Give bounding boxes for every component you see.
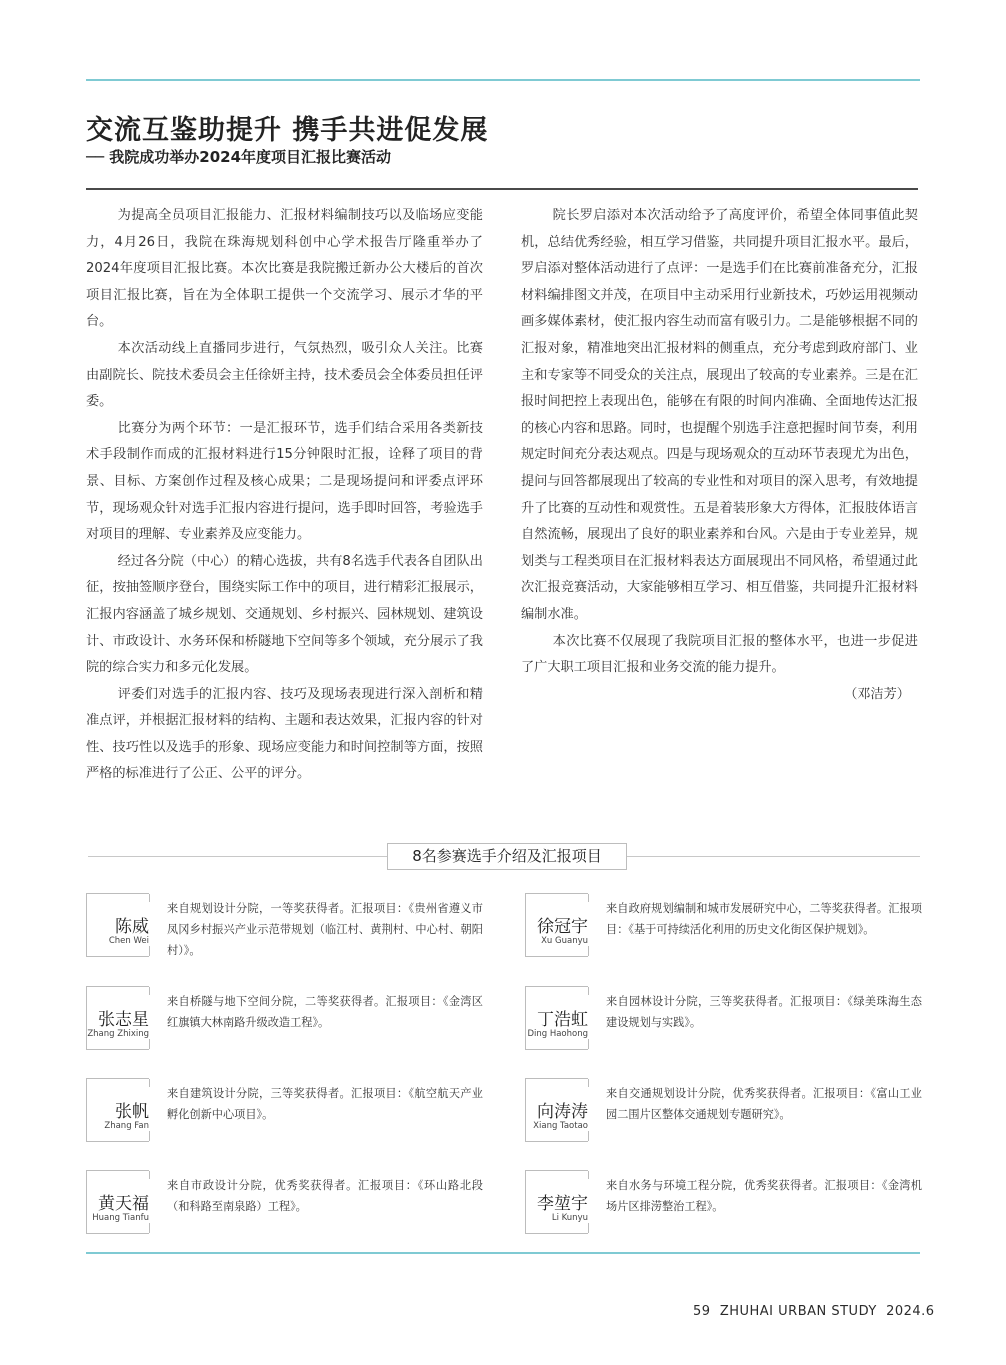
contestant-card: [525, 986, 925, 1056]
title-divider: [86, 188, 918, 190]
contestant-name-en: Chen Wei: [108, 936, 149, 946]
paragraph: 为提高全员项目汇报能力、汇报材料编制技巧以及临场应变能力，4月26日，我院在珠海规划科创中心学术报告厅隆重举办了2024年度项目汇报比赛。本次比赛是我院搬迁新办公大楼后的首次项目汇报比赛，旨在为全体职工提供一个交流学习、展示才华的平台。: [86, 208, 483, 330]
contestant-name-en: Li Kunyu: [551, 1213, 588, 1223]
contestant-name-cn: 向涛涛: [537, 1102, 588, 1122]
contestant-card: [525, 1170, 925, 1240]
contestant-name-cn: 丁浩虹: [537, 1010, 588, 1030]
name-box: [86, 1078, 149, 1142]
contestant-description: 来自园林设计分院，三等奖获得者。汇报项目：《绿美珠海生态建设规划与实践》。: [606, 995, 922, 1029]
name-box: [525, 893, 588, 957]
article-title: 交流互鉴助提升 携手共进促发展: [86, 115, 489, 146]
contestant-description: 来自市政设计分院，优秀奖获得者。汇报项目：《环山路北段（和科路至南泉路）工程》。: [167, 1179, 483, 1213]
name-box: [525, 1078, 588, 1142]
contestant-description: 来自水务与环境工程分院，优秀奖获得者。汇报项目：《金湾机场片区排涝整治工程》。: [606, 1179, 922, 1213]
author-byline: （邓洁芳）: [844, 686, 910, 702]
name-box: [86, 1170, 149, 1234]
contestant-name-en: Ding Haohong: [527, 1029, 588, 1039]
article-subtitle: ── 我院成功举办2024年度项目汇报比赛活动: [86, 148, 392, 166]
contestant-name-cn: 徐冠宇: [537, 917, 588, 937]
contestant-description: 来自桥隧与地下空间分院，二等奖获得者。汇报项目：《金湾区红旗镇大林南路升级改造工程》。: [167, 995, 483, 1029]
contestant-description: 来自规划设计分院，一等奖获得者。汇报项目：《贵州省遵义市凤冈乡村振兴产业示范带规划（临江村、黄荆村、中心村、朝阳村）》。: [167, 902, 483, 957]
contestant-card: [86, 1170, 486, 1240]
publication-name: ZHUHAI URBAN STUDY: [719, 1304, 877, 1319]
name-box: [86, 893, 149, 957]
paragraph: 评委们对选手的汇报内容、技巧及现场表现进行深入剖析和精准点评，并根据汇报材料的结构、主题和表达效果，汇报内容的针对性、技巧性以及选手的形象、现场应变能力和时间控制等方面，按照严格的标准进行了公正、公平的评分。: [86, 686, 483, 782]
article-column-left: [86, 203, 483, 788]
contestant-name-en: Xu Guanyu: [541, 936, 588, 946]
contestant-name-en: Huang Tianfu: [92, 1213, 149, 1223]
section-title: 8名参赛选手介绍及汇报项目: [387, 843, 627, 870]
contestant-card: [525, 1078, 925, 1148]
contestant-description: 来自建筑设计分院，三等奖获得者。汇报项目：《航空航天产业孵化创新中心项目》。: [167, 1087, 483, 1121]
contestant-card: [86, 1078, 486, 1148]
contestant-name-cn: 陈威: [115, 917, 149, 937]
contestant-name-en: Xiang Taotao: [533, 1121, 588, 1131]
contestant-name-en: Zhang Fan: [104, 1121, 149, 1131]
paragraph: 院长罗启添对本次活动给予了高度评价，希望全体同事值此契机，总结优秀经验，相互学习借鉴，共同提升项目汇报水平。最后，罗启添对整体活动进行了点评：一是选手们在比赛前准备充分，汇报材料编排图文并茂，在项目中主动采用行业新技术，巧妙运用视频动画多媒体素材，使汇报内容生动而富有吸引力。二是能够根据不同的汇报对象，精准地突出汇报材料的侧重点，充分考虑到政府部门、业主和专家等不同受众的关注点，展现出了较高的专业素养。三是在汇报时间把控上表现出色，能够在有限的时间内准确、全面地传达汇报的核心内容和思路。同时，也提醒个别选手注意把握时间节奏，利用规定时间充分表达观点。四是与现场观众的互动环节表现尤为出色，提问与回答都展现出了较高的专业性和对项目的深入思考，有效地提升了比赛的互动性和观赏性。五是着装形象大方得体，汇报肢体语言自然流畅，展现出了良好的职业素养和台风。六是由于专业差异，规划类与工程类项目在汇报材料表达方面展现出不同风格，希望通过此次汇报竞赛活动，大家能够相互学习、相互借鉴，共同提升汇报材料编制水准。: [521, 208, 918, 622]
page-number: 59: [693, 1304, 711, 1319]
top-accent-rule: [86, 79, 920, 81]
contestant-card: [525, 893, 925, 963]
contestant-name-en: Zhang Zhixing: [87, 1029, 149, 1039]
contestant-card: [86, 986, 486, 1056]
name-box: [525, 1170, 588, 1234]
paragraph: 本次比赛不仅展现了我院项目汇报的整体水平，也进一步促进了广大职工项目汇报和业务交流的能力提升。: [521, 633, 918, 676]
contestant-name-cn: 李堃宇: [537, 1194, 588, 1214]
contestant-name-cn: 张帆: [115, 1102, 149, 1122]
bottom-accent-rule: [86, 1252, 920, 1254]
contestant-name-cn: 张志星: [98, 1010, 149, 1030]
contestant-description: 来自政府规划编制和城市发展研究中心，二等奖获得者。汇报项目：《基于可持续活化利用的历史文化街区保护规划》。: [606, 902, 922, 936]
name-box: [525, 986, 588, 1050]
name-box: [86, 986, 149, 1050]
paragraph: 经过各分院（中心）的精心选拔，共有8名选手代表各自团队出征，按抽签顺序登台，围绕实际工作中的项目，进行精彩汇报展示，汇报内容涵盖了城乡规划、交通规划、乡村振兴、园林规划、建筑设计、市政设计、水务环保和桥隧地下空间等多个领域，充分展示了我院的综合实力和多元化发展。: [86, 553, 483, 676]
contestant-card: [86, 893, 486, 963]
page-footer: [693, 1304, 935, 1319]
paragraph: 本次活动线上直播同步进行，气氛热烈，吸引众人关注。比赛由副院长、院技术委员会主任徐妍主持，技术委员会全体委员担任评委。: [86, 340, 483, 410]
issue-date: 2024.6: [886, 1304, 935, 1319]
paragraph: 比赛分为两个环节：一是汇报环节，选手们结合采用各类新技术手段制作而成的汇报材料进行15分钟限时汇报，诠释了项目的背景、目标、方案创作过程及核心成果；二是现场提问和评委点评环节，现场观众针对选手汇报内容进行提问，选手即时回答，考验选手对项目的理解、专业素养及应变能力。: [86, 420, 483, 543]
contestant-name-cn: 黄天福: [98, 1194, 149, 1214]
contestant-description: 来自交通规划设计分院，优秀奖获得者。汇报项目：《富山工业园二围片区整体交通规划专题研究》。: [606, 1087, 922, 1121]
article-column-right: [521, 203, 918, 708]
